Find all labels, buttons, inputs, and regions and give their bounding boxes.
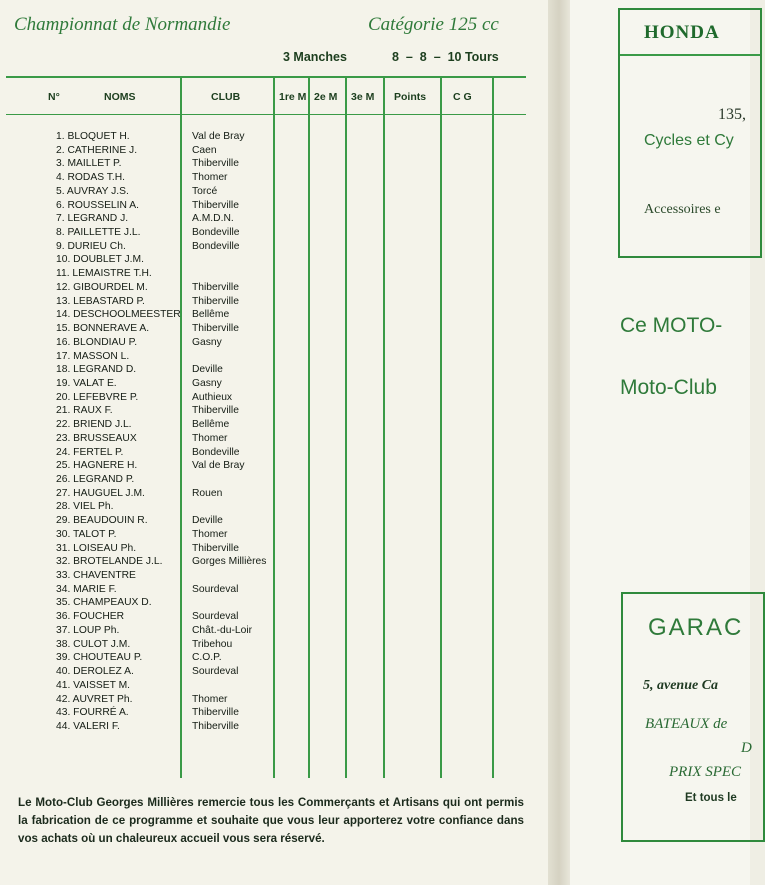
table-row: [0, 474, 500, 488]
rider-club: Thiberville: [192, 323, 239, 335]
rider-name: 16. BLONDIAU P.: [56, 336, 138, 348]
garage-line-prix: PRIX SPEC: [669, 764, 742, 780]
table-row: [0, 296, 500, 310]
rider-name: 32. BROTELANDE J.L.: [56, 556, 163, 568]
rider-club: Thomer: [192, 172, 228, 184]
garage-line-bateaux: BATEAUX de: [645, 716, 728, 732]
rider-club: Thiberville: [192, 295, 239, 307]
rider-club: Thomer: [192, 693, 228, 705]
rider-name: 35. CHAMPEAUX D.: [56, 597, 152, 609]
page-fold: [548, 0, 570, 885]
honda-brand: HONDA: [644, 22, 720, 43]
rider-name: 1. BLOQUET H.: [56, 131, 130, 142]
thanks-paragraph: Le Moto-Club Georges Millières remercie tous les Commerçants et Artisans qui ont permis la fabrication de ce programme et souhaite que vous leur apporterez votre confiance dans vos achats où un chaleureux accueil vous sera réservé.: [18, 796, 524, 845]
rider-club: Rouen: [192, 487, 223, 499]
rider-name: 5. AUVRAY J.S.: [56, 185, 129, 197]
col-header-cg: C G: [453, 91, 472, 103]
rider-club: Torcé: [192, 185, 218, 197]
table-row: [0, 707, 500, 721]
rider-name: 17. MASSON L.: [56, 350, 130, 362]
table-row: [0, 543, 500, 557]
rider-name: 29. BEAUDOUIN R.: [56, 515, 148, 527]
table-row: [0, 666, 500, 680]
moto-club-line-1: Ce MOTO-: [620, 314, 723, 337]
rider-club: Caen: [192, 144, 217, 156]
rider-club: Thiberville: [192, 405, 239, 417]
table-row: [0, 158, 500, 172]
table-row: [0, 694, 500, 708]
rider-name: 36. FOUCHER: [56, 611, 125, 623]
honda-ad-box: [618, 8, 762, 258]
rider-club: Tribehou: [192, 638, 233, 650]
table-row: [0, 625, 500, 639]
rider-name: 11. LEMAISTRE T.H.: [56, 268, 152, 280]
rider-club: Thiberville: [192, 199, 239, 211]
rider-club: Sourdeval: [192, 583, 239, 595]
table-row: [0, 241, 500, 255]
rider-name: 44. VALERI F.: [56, 720, 120, 732]
table-row: [0, 419, 500, 433]
table-row: [0, 309, 500, 323]
garage-ad-box: [621, 592, 765, 842]
rider-club: Gasny: [192, 377, 222, 389]
col-header-num: N°: [48, 91, 60, 103]
table-row: [0, 570, 500, 584]
rider-name: 19. VALAT E.: [56, 377, 117, 389]
rider-name: 21. RAUX F.: [56, 405, 113, 417]
table-row: [0, 172, 500, 186]
rider-club: Thomer: [192, 528, 228, 540]
honda-address: 135,: [718, 106, 746, 123]
rider-club: Thiberville: [192, 720, 239, 732]
category-title: Catégorie 125 cc: [368, 14, 499, 35]
table-row: [0, 515, 500, 529]
rider-name: 34. MARIE F.: [56, 583, 117, 595]
rider-name: 30. TALOT P.: [56, 528, 117, 540]
table-row: [0, 351, 500, 365]
rider-club: Thomer: [192, 432, 228, 444]
table-row: [0, 501, 500, 515]
rider-name: 33. CHAVENTRE: [56, 570, 136, 582]
table-row: [0, 652, 500, 666]
rider-name: 15. BONNERAVE A.: [56, 323, 150, 335]
table-row: [0, 213, 500, 227]
rider-club: Bondeville: [192, 227, 240, 239]
rider-name: 7. LEGRAND J.: [56, 213, 129, 225]
rider-name: 4. RODAS T.H.: [56, 172, 126, 184]
garage-line-d: D: [741, 740, 752, 756]
rider-club: Gasny: [192, 336, 222, 348]
col-header-points: Points: [394, 91, 427, 103]
table-header-rule: [6, 114, 526, 115]
rider-name: 24. FERTEL P.: [56, 446, 124, 458]
rider-name: 14. DESCHOOLMEESTER: [56, 309, 181, 321]
rider-club: Deville: [192, 515, 223, 527]
rider-name: 25. HAGNERE H.: [56, 460, 138, 472]
rider-club: Val de Bray: [192, 131, 245, 142]
rider-club: Sourdeval: [192, 666, 239, 678]
rider-club: Chât.-du-Loir: [192, 624, 253, 636]
table-row: [0, 584, 500, 598]
rider-name: 8. PAILLETTE J.L.: [56, 227, 141, 239]
rider-club: A.M.D.N.: [192, 213, 234, 225]
col-header-noms: NOMS: [104, 91, 136, 103]
rider-name: 40. DEROLEZ A.: [56, 666, 134, 678]
honda-line-cycles: Cycles et Cy: [644, 132, 734, 149]
rider-club: Thiberville: [192, 707, 239, 719]
rider-name: 42. AUVRET Ph.: [56, 693, 133, 705]
rider-club: Bellême: [192, 419, 230, 431]
table-row: [0, 378, 500, 392]
rider-name: 26. LEGRAND P.: [56, 474, 135, 485]
rider-name: 22. BRIEND J.L.: [56, 419, 132, 431]
rider-name: 18. LEGRAND D.: [56, 364, 137, 376]
rider-name: 23. BRUSSEAUX: [56, 432, 137, 444]
table-row: [0, 227, 500, 241]
rider-club: Deville: [192, 364, 223, 376]
table-row: [0, 611, 500, 625]
col-header-club: CLUB: [211, 91, 241, 103]
table-row: [0, 529, 500, 543]
rider-name: 6. ROUSSELIN A.: [56, 199, 139, 211]
rider-club: Thiberville: [192, 281, 239, 293]
table-row: [0, 556, 500, 570]
honda-line-accessories: Accessoires e: [644, 202, 721, 217]
table-row: [0, 680, 500, 694]
table-top-rule: [6, 76, 526, 78]
rider-club: Val de Bray: [192, 460, 245, 472]
rider-name: 28. VIEL Ph.: [56, 501, 114, 513]
table-row: [0, 721, 500, 735]
rider-name: 31. LOISEAU Ph.: [56, 542, 137, 554]
table-row: [0, 433, 500, 447]
table-row: [0, 200, 500, 214]
table-row: [0, 392, 500, 406]
rider-club: Authieux: [192, 391, 233, 403]
table-row: [0, 323, 500, 337]
honda-ad-rule: [620, 54, 760, 56]
rider-name: 10. DOUBLET J.M.: [56, 254, 144, 266]
rider-name: 41. VAISSET M.: [56, 679, 131, 691]
garage-address: 5, avenue Ca: [643, 678, 719, 693]
tours-label: 8 – 8 – 10 Tours: [392, 50, 499, 64]
rider-name: 27. HAUGUEL J.M.: [56, 487, 145, 499]
rider-club: C.O.P.: [192, 652, 222, 664]
col-header-m2: 2e M: [314, 91, 338, 103]
table-row: [0, 488, 500, 502]
rider-club: Thiberville: [192, 542, 239, 554]
table-row: [0, 145, 500, 159]
rider-club: Sourdeval: [192, 611, 239, 623]
table-row: [0, 131, 500, 145]
rider-club: Bellême: [192, 309, 230, 321]
rider-name: 20. LEFEBVRE P.: [56, 391, 139, 403]
table-row: [0, 337, 500, 351]
rider-name: 9. DURIEU Ch.: [56, 240, 126, 252]
table-row: [0, 597, 500, 611]
moto-club-line-2: Moto-Club: [620, 376, 717, 399]
rider-name: 3. MAILLET P.: [56, 158, 122, 170]
rider-name: 39. CHOUTEAU P.: [56, 652, 143, 664]
rider-name: 43. FOURRÉ A.: [56, 707, 129, 719]
rider-club: Gorges Millières: [192, 556, 267, 568]
rider-club: Bondeville: [192, 240, 240, 252]
table-row: [0, 254, 500, 268]
table-row: [0, 447, 500, 461]
table-row: [0, 268, 500, 282]
table-row: [0, 364, 500, 378]
rider-name: 2. CATHERINE J.: [56, 144, 138, 156]
championship-title: Championnat de Normandie: [14, 14, 231, 35]
table-row: [0, 282, 500, 296]
table-row: [0, 639, 500, 653]
manches-label: 3 Manches: [283, 50, 347, 64]
col-header-m3: 3e M: [351, 91, 375, 103]
rider-club: Thiberville: [192, 158, 239, 170]
rider-name: 12. GIBOURDEL M.: [56, 281, 148, 293]
col-header-m1: 1re M: [279, 91, 307, 103]
table-row: [0, 460, 500, 474]
table-row: [0, 186, 500, 200]
table-row: [0, 405, 500, 419]
rider-club: Bondeville: [192, 446, 240, 458]
rider-name: 37. LOUP Ph.: [56, 624, 120, 636]
rider-name: 38. CULOT J.M.: [56, 638, 131, 650]
garage-line-tous: Et tous le: [685, 792, 737, 804]
rider-name: 13. LEBASTARD P.: [56, 295, 145, 307]
garage-title: GARAC: [648, 614, 744, 641]
